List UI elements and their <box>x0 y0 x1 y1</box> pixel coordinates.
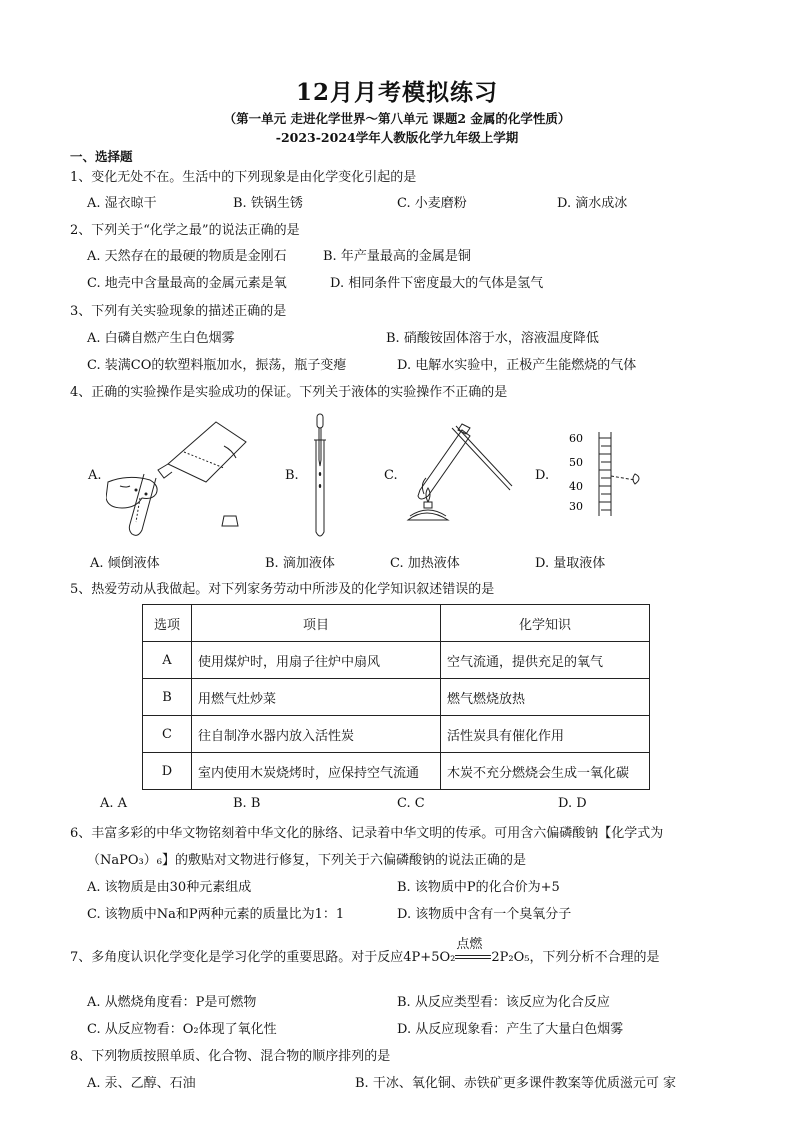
q4-option-b: B. 滴加液体 <box>265 556 335 571</box>
table-cell: A <box>143 642 192 679</box>
table-header: 选项 <box>143 605 192 642</box>
measuring-cylinder-figure <box>565 430 655 520</box>
figure-a-label: A. <box>88 468 102 483</box>
table-cell: B <box>143 679 192 716</box>
section-heading: 一、选择题 <box>70 149 133 164</box>
table-cell: 空气流通，提供充足的氧气 <box>441 642 650 679</box>
q5-option-a: A. A <box>100 796 128 811</box>
question-1: 1、变化无处不在。生活中的下列现象是由化学变化引起的是 <box>70 170 417 185</box>
table-header-row <box>143 605 650 642</box>
scale-60: 60 <box>569 432 583 445</box>
q3-option-c: C. 装满CO的软塑料瓶加水，振荡，瓶子变瘪 <box>87 358 347 373</box>
reaction-product: 2P₂O₅ <box>491 950 530 965</box>
question-2: 2、下列关于“化学之最”的说法正确的是 <box>70 223 300 238</box>
q2-option-c: C. 地壳中含量最高的金属元素是氧 <box>87 276 287 291</box>
q7-option-a: A. 从燃烧角度看：P是可燃物 <box>87 995 257 1010</box>
q7-option-b: B. 从反应类型看：该反应为化合反应 <box>397 995 610 1010</box>
table-cell: 往自制净水器内放入活性炭 <box>192 716 441 753</box>
q7-option-c: C. 从反应物看：O₂体现了氧化性 <box>87 1022 277 1037</box>
table-row <box>143 679 650 716</box>
table-cell: C <box>143 716 192 753</box>
q3-option-d: D. 电解水实验中，正极产生能燃烧的气体 <box>397 358 637 373</box>
q2-option-a: A. 天然存在的最硬的物质是金刚石 <box>87 249 287 264</box>
question-8: 8、下列物质按照单质、化合物、混合物的顺序排列的是 <box>70 1049 391 1064</box>
scale-40: 40 <box>569 480 583 493</box>
q4-option-c: C. 加热液体 <box>390 556 460 571</box>
scale-30: 30 <box>569 500 583 513</box>
table-cell: D <box>143 753 192 790</box>
q8-option-b: B. 干冰、氧化铜、赤铁矿更多课件教案等优质滋元可 家 <box>355 1076 676 1091</box>
q1-option-d: D. 滴水成冰 <box>557 196 628 211</box>
question-4: 4、正确的实验操作是实验成功的保证。下列关于液体的实验操作不正确的是 <box>70 385 508 400</box>
question-3: 3、下列有关实验现象的描述正确的是 <box>70 304 287 319</box>
question-5: 5、热爱劳动从我做起。对下列家务劳动中所涉及的化学知识叙述错误的是 <box>70 582 495 597</box>
q4-option-d: D. 量取液体 <box>535 556 606 571</box>
question-7 <box>70 936 660 965</box>
q1-option-a: A. 湿衣晾干 <box>87 196 157 211</box>
q6-option-a: A. 该物质是由30种元素组成 <box>87 880 252 895</box>
q6-option-b: B. 该物质中P的化合价为+5 <box>397 880 560 895</box>
q3-option-b: B. 硝酸铵固体溶于水，溶液温度降低 <box>386 331 599 346</box>
reaction-condition: 点燃 <box>456 936 483 952</box>
figure-b-label: B. <box>285 468 299 483</box>
table-cell: 燃气燃烧放热 <box>441 679 650 716</box>
table-row <box>143 716 650 753</box>
question-6-line-2: （NaPO₃）₆】的敷贴对文物进行修复，下列关于六偏磷酸钠的说法正确的是 <box>87 853 526 868</box>
reaction-arrow <box>455 936 491 965</box>
knowledge-table <box>142 604 650 790</box>
q8-option-a: A. 汞、乙醇、石油 <box>87 1076 196 1091</box>
q2-option-b: B. 年产量最高的金属是铜 <box>323 249 471 264</box>
q7-stem-pre: 7、多角度认识化学变化是学习化学的重要思路。对于反应 <box>70 950 404 965</box>
q5-option-b: B. B <box>233 796 261 811</box>
table-header: 化学知识 <box>441 605 650 642</box>
dropper-figure <box>300 412 340 542</box>
table-cell: 室内使用木炭烧烤时，应保持空气流通 <box>192 753 441 790</box>
q1-option-b: B. 铁锅生锈 <box>233 196 303 211</box>
figure-d-label: D. <box>535 468 550 483</box>
table-row <box>143 753 650 790</box>
table-header: 项目 <box>192 605 441 642</box>
table-cell: 用燃气灶炒菜 <box>192 679 441 716</box>
q6-option-d: D. 该物质中含有一个臭氧分子 <box>397 907 572 922</box>
q3-option-a: A. 白磷自燃产生白色烟雾 <box>87 331 235 346</box>
q1-option-c: C. 小麦磨粉 <box>397 196 467 211</box>
reaction-reactant: 4P+5O₂ <box>403 950 456 965</box>
q7-option-d: D. 从反应现象看：产生了大量白色烟雾 <box>397 1022 624 1037</box>
figure-c-label: C. <box>384 468 398 483</box>
scale-50: 50 <box>569 456 583 469</box>
q6-option-c: C. 该物质中Na和P两种元素的质量比为1：1 <box>87 907 345 922</box>
subtitle-units: （第一单元 走进化学世界～第八单元 课题2 金属的化学性质） <box>223 111 571 126</box>
q5-option-d: D. D <box>558 796 587 811</box>
q2-option-d: D. 相同条件下密度最大的气体是氢气 <box>330 276 544 291</box>
table-cell: 活性炭具有催化作用 <box>441 716 650 753</box>
heating-liquid-figure <box>400 420 515 530</box>
question-6-line-1: 6、丰富多彩的中华文物铭刻着中华文化的脉络、记录着中华文明的传承。可用含六偏磷酸钠【化学式为 <box>70 826 664 841</box>
page-title: 12月月考模拟练习 <box>295 79 498 106</box>
pouring-liquid-figure <box>106 412 256 537</box>
table-cell: 木炭不充分燃烧会生成一氧化碳 <box>441 753 650 790</box>
table-row <box>143 642 650 679</box>
q4-option-a: A. 倾倒液体 <box>90 556 160 571</box>
subtitle-grade: -2023-2024学年人教版化学九年级上学期 <box>275 130 519 145</box>
q5-option-c: C. C <box>397 796 425 811</box>
table-cell: 使用煤炉时，用扇子往炉中扇风 <box>192 642 441 679</box>
q7-stem-post: ，下列分析不合理的是 <box>529 950 660 965</box>
